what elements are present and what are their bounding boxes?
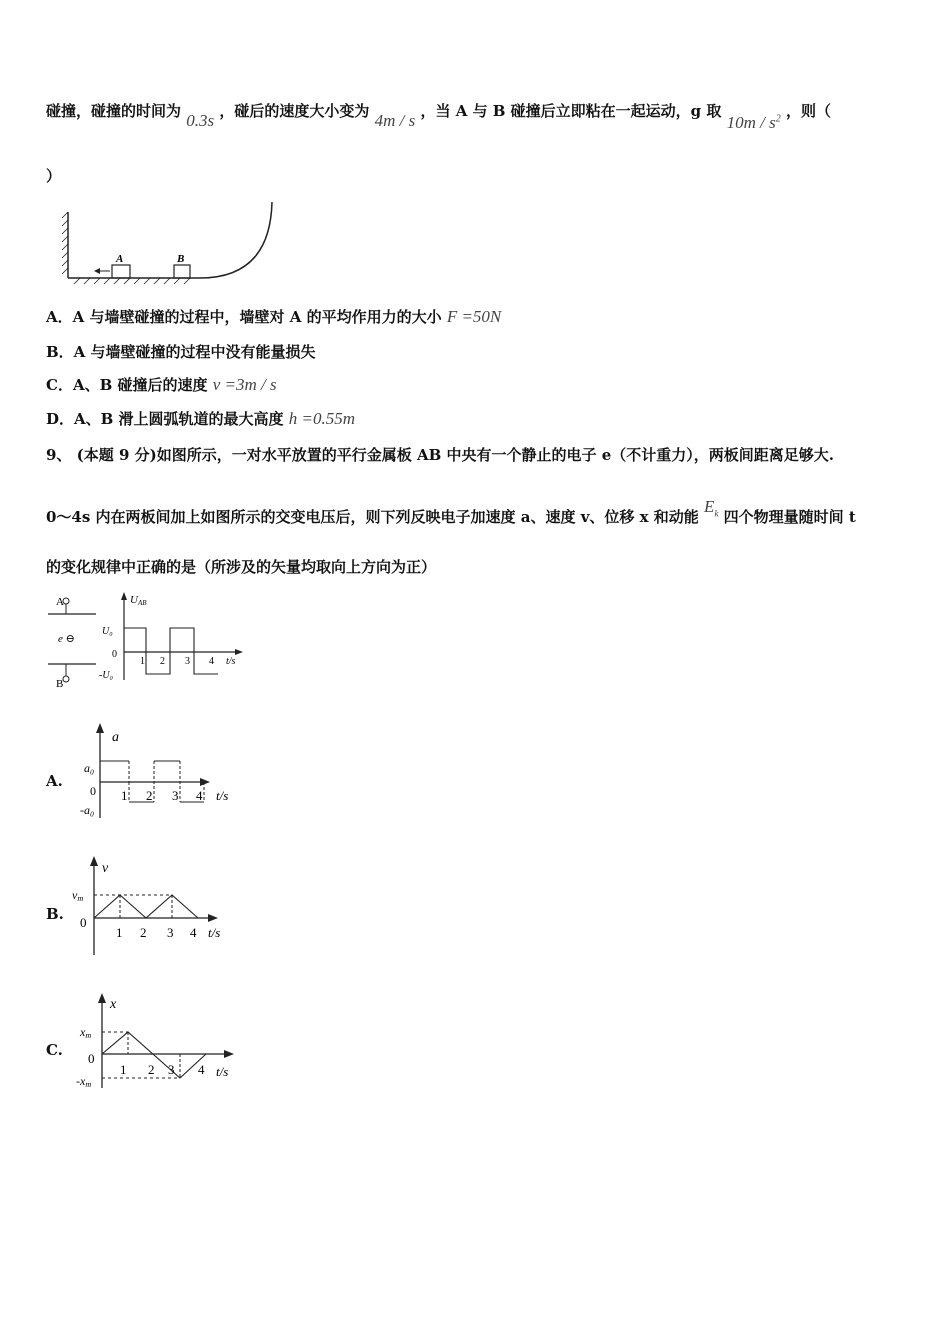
tick-1: 1 — [140, 656, 145, 667]
block-a-label: A — [116, 253, 124, 265]
q9-option-b-graph[interactable] — [70, 855, 240, 960]
y-axis-label: UAB — [130, 594, 147, 607]
q9-option-c-label[interactable]: C. — [46, 1041, 63, 1059]
a-x-label: t/s — [216, 788, 229, 803]
plate-a-label: A — [56, 596, 64, 608]
a-tick-2: 2 — [146, 788, 153, 803]
arrow-a-head — [94, 268, 100, 274]
q8-line-1 — [46, 100, 831, 132]
a-y-label: a — [112, 730, 119, 745]
q8-option-a[interactable] — [46, 306, 501, 327]
q9-text-2b: 四个物理量随时间 t — [723, 508, 856, 526]
q8-text-3: ，当 A 与 B 碰撞后立即粘在一起运动，g 取 — [420, 102, 722, 120]
v-y-label: v — [102, 861, 109, 876]
v-tick-3: 3 — [167, 925, 174, 940]
q9-text-2a: 0～4s 内在两板间加上如图所示的交变电压后，则下列反映电子加速度 a、速度 v、位移 x 和动能 — [46, 508, 699, 526]
q8-option-c-math: v =3m / s — [212, 375, 277, 394]
x-x-label: t/s — [216, 1064, 229, 1079]
v-x-label: t/s — [208, 925, 221, 940]
q8-figure — [60, 198, 290, 288]
a-tick-3: 3 — [172, 788, 179, 803]
q8-option-b-text: B．A 与墙壁碰撞的过程中没有能量损失 — [46, 343, 316, 361]
x-tick-1: 1 — [120, 1062, 127, 1077]
x-y-label: x — [110, 997, 117, 1012]
q9-line-3: 的变化规律中正确的是（所涉及的矢量均取向上方向为正） — [46, 558, 437, 576]
q8-option-d-text: D．A、B 滑上圆弧轨道的最大高度 — [46, 410, 284, 428]
v-tick-1: 1 — [116, 925, 123, 940]
q9-line-1: 9、 (本题 9 分)如图所示，一对水平放置的平行金属板 AB 中央有一个静止的电子 e（不计重力），两板间距离足够大. — [46, 446, 834, 464]
q8-text-2: ，碰后的速度大小变为 — [219, 102, 370, 120]
tick-2: 2 — [160, 656, 165, 667]
a-neg-label: -a₀ — [80, 803, 95, 817]
v-tick-2: 2 — [140, 925, 147, 940]
tick-3: 3 — [185, 656, 190, 667]
math-collision-time: 0.3s — [186, 111, 215, 130]
block-a — [112, 265, 130, 278]
v-tick-4: 4 — [190, 925, 197, 940]
math-g: 10m / s — [726, 113, 776, 132]
x-tick-4: 4 — [198, 1062, 205, 1077]
a-pos-label: a₀ — [84, 761, 95, 775]
x-tick-3: 3 — [168, 1062, 175, 1077]
math-g-exp: 2 — [775, 113, 781, 125]
x-origin-label: 0 — [88, 1051, 95, 1066]
q8-option-d[interactable] — [46, 408, 355, 429]
electron: e ⊖ — [58, 633, 75, 645]
q8-option-c-text: C．A、B 碰撞后的速度 — [46, 376, 208, 394]
q9-option-b-label[interactable]: B. — [46, 905, 64, 923]
a-origin-label: 0 — [90, 784, 96, 798]
q8-option-d-math: h =0.55m — [288, 409, 356, 428]
velocity-triangle-wave — [94, 895, 198, 918]
q8-option-b[interactable] — [46, 341, 316, 362]
x-axis-label: t/s — [226, 656, 236, 667]
v-origin-label: 0 — [80, 915, 87, 930]
block-b — [174, 265, 190, 278]
origin-label: 0 — [112, 649, 117, 660]
q9-option-a-label[interactable]: A. — [46, 772, 63, 790]
tick-4: 4 — [209, 656, 214, 667]
x-pos-label: xm — [80, 1025, 92, 1040]
q9-option-a-graph[interactable] — [76, 722, 246, 822]
math-ek-sub: k — [714, 508, 719, 519]
q9-voltage-figure — [44, 590, 254, 690]
q8-text-1: 碰撞，碰撞的时间为 — [46, 102, 182, 120]
q9-option-c-graph[interactable] — [76, 992, 246, 1092]
x-tick-2: 2 — [148, 1062, 155, 1077]
q8-text-4: ，则（ — [785, 102, 831, 120]
q9-line-2 — [46, 497, 856, 528]
q8-option-a-text: A．A 与墙壁碰撞的过程中，墙壁对 A 的平均作用力的大小 — [46, 308, 442, 326]
a-tick-4: 4 — [196, 788, 203, 803]
block-b-label: B — [177, 253, 185, 265]
a-tick-1: 1 — [121, 788, 128, 803]
q8-line-2: ） — [46, 167, 62, 185]
q8-option-a-math: F =50N — [446, 307, 502, 326]
neg-u0-label: -U₀ — [99, 670, 114, 681]
v-pos-label: vm — [72, 888, 84, 903]
math-ek: E — [704, 497, 715, 516]
u0-label: U₀ — [102, 626, 113, 637]
voltage-waveform — [124, 628, 218, 674]
math-speed: 4m / s — [374, 111, 416, 130]
plate-b-label: B — [56, 678, 64, 690]
q8-option-c[interactable] — [46, 374, 277, 395]
x-neg-label: -xm — [76, 1074, 92, 1089]
